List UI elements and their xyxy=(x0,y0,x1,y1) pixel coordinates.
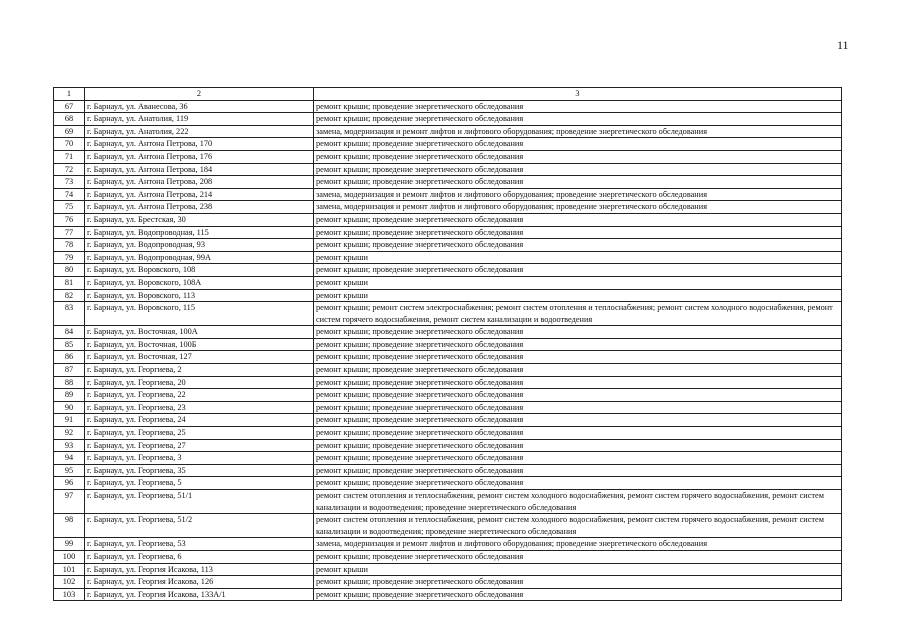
table-row xyxy=(54,576,842,589)
work-type-cell: ремонт крыши; ремонт систем электроснабжения; ремонт систем отопления и теплоснабжения; ремонт систем холодного водоснабжения, ремонт систем горячего водоснабжения, ремонт систем канализации и водоотведения xyxy=(314,302,842,326)
table-row xyxy=(54,201,842,214)
work-type-cell: замена, модернизация и ремонт лифтов и лифтового оборудования; проведение энергетического обследования xyxy=(314,201,842,214)
row-number-cell: 93 xyxy=(54,439,85,452)
row-number-cell: 84 xyxy=(54,326,85,339)
row-number-cell: 69 xyxy=(54,125,85,138)
work-type-cell: ремонт крыши; проведение энергетического обследования xyxy=(314,213,842,226)
table-row xyxy=(54,376,842,389)
row-number-cell: 68 xyxy=(54,113,85,126)
work-type-cell: ремонт крыши xyxy=(314,251,842,264)
address-cell: г. Барнаул, ул. Георгиева, 3 xyxy=(85,452,314,465)
table-row xyxy=(54,477,842,490)
table-row xyxy=(54,389,842,402)
work-type-cell: ремонт крыши; проведение энергетического обследования xyxy=(314,226,842,239)
table-row xyxy=(54,351,842,364)
header-cell-2: 2 xyxy=(85,88,314,101)
row-number-cell: 90 xyxy=(54,401,85,414)
table-row xyxy=(54,550,842,563)
work-type-cell: ремонт крыши; проведение энергетического обследования xyxy=(314,427,842,440)
address-cell: г. Барнаул, ул. Антона Петрова, 214 xyxy=(85,188,314,201)
table-row xyxy=(54,514,842,538)
table-row xyxy=(54,439,842,452)
work-type-cell: ремонт крыши; проведение энергетического обследования xyxy=(314,113,842,126)
address-cell: г. Барнаул, ул. Восточная, 100Б xyxy=(85,338,314,351)
address-cell: г. Барнаул, ул. Георгиева, 23 xyxy=(85,401,314,414)
row-number-cell: 91 xyxy=(54,414,85,427)
table-row xyxy=(54,563,842,576)
address-cell: г. Барнаул, ул. Антона Петрова, 208 xyxy=(85,176,314,189)
address-cell: г. Барнаул, ул. Георгиева, 35 xyxy=(85,464,314,477)
table-row xyxy=(54,213,842,226)
work-type-cell: ремонт крыши; проведение энергетического обследования xyxy=(314,138,842,151)
address-cell: г. Барнаул, ул. Георгиева, 51/2 xyxy=(85,514,314,538)
row-number-cell: 77 xyxy=(54,226,85,239)
address-cell: г. Барнаул, ул. Восточная, 127 xyxy=(85,351,314,364)
table-row xyxy=(54,490,842,514)
header-cell-1: 1 xyxy=(54,88,85,101)
work-type-cell: ремонт крыши; проведение энергетического обследования xyxy=(314,376,842,389)
row-number-cell: 97 xyxy=(54,490,85,514)
table-row xyxy=(54,289,842,302)
row-number-cell: 85 xyxy=(54,338,85,351)
row-number-cell: 79 xyxy=(54,251,85,264)
table-row xyxy=(54,326,842,339)
row-number-cell: 67 xyxy=(54,100,85,113)
work-type-cell: ремонт крыши; проведение энергетического обследования xyxy=(314,464,842,477)
table-header-row xyxy=(54,88,842,101)
work-type-cell: ремонт крыши; проведение энергетического обследования xyxy=(314,100,842,113)
address-cell: г. Барнаул, ул. Брестская, 30 xyxy=(85,213,314,226)
work-type-cell: ремонт крыши; проведение энергетического обследования xyxy=(314,439,842,452)
work-type-cell: ремонт крыши; проведение энергетического обследования xyxy=(314,163,842,176)
row-number-cell: 101 xyxy=(54,563,85,576)
address-cell: г. Барнаул, ул. Георгия Исакова, 113 xyxy=(85,563,314,576)
work-table xyxy=(53,87,842,601)
work-type-cell: ремонт крыши; проведение энергетического обследования xyxy=(314,550,842,563)
work-type-cell: ремонт крыши; проведение энергетического обследования xyxy=(314,401,842,414)
row-number-cell: 94 xyxy=(54,452,85,465)
work-type-cell: ремонт крыши; проведение энергетического обследования xyxy=(314,452,842,465)
address-cell: г. Барнаул, ул. Георгия Исакова, 126 xyxy=(85,576,314,589)
header-cell-3: 3 xyxy=(314,88,842,101)
row-number-cell: 73 xyxy=(54,176,85,189)
address-cell: г. Барнаул, ул. Георгия Исакова, 133А/1 xyxy=(85,588,314,601)
work-type-cell: ремонт крыши; проведение энергетического обследования xyxy=(314,576,842,589)
table-row xyxy=(54,464,842,477)
address-cell: г. Барнаул, ул. Антона Петрова, 184 xyxy=(85,163,314,176)
row-number-cell: 81 xyxy=(54,276,85,289)
table-row xyxy=(54,538,842,551)
address-cell: г. Барнаул, ул. Водопроводная, 99А xyxy=(85,251,314,264)
work-type-cell: ремонт крыши; проведение энергетического обследования xyxy=(314,338,842,351)
work-type-cell: ремонт систем отопления и теплоснабжения, ремонт систем холодного водоснабжения, ремонт систем горячего водоснабжения, ремонт систем канализации и водоотведения; проведение энергетического обследования xyxy=(314,514,842,538)
table-row xyxy=(54,176,842,189)
address-cell: г. Барнаул, ул. Воровского, 108 xyxy=(85,264,314,277)
work-type-cell: ремонт крыши; проведение энергетического обследования xyxy=(314,414,842,427)
address-cell: г. Барнаул, ул. Георгиева, 5 xyxy=(85,477,314,490)
work-type-cell: замена, модернизация и ремонт лифтов и лифтового оборудования; проведение энергетического обследования xyxy=(314,125,842,138)
table-row xyxy=(54,276,842,289)
work-type-cell: ремонт крыши; проведение энергетического обследования xyxy=(314,364,842,377)
work-type-cell: ремонт крыши; проведение энергетического обследования xyxy=(314,150,842,163)
address-cell: г. Барнаул, ул. Георгиева, 27 xyxy=(85,439,314,452)
table-row xyxy=(54,113,842,126)
table-row xyxy=(54,163,842,176)
address-cell: г. Барнаул, ул. Георгиева, 24 xyxy=(85,414,314,427)
address-cell: г. Барнаул, ул. Антона Петрова, 170 xyxy=(85,138,314,151)
work-type-cell: ремонт крыши xyxy=(314,563,842,576)
address-cell: г. Барнаул, ул. Водопроводная, 93 xyxy=(85,239,314,252)
page-number: 11 xyxy=(837,38,849,52)
address-cell: г. Барнаул, ул. Воровского, 115 xyxy=(85,302,314,326)
work-type-cell: ремонт крыши; проведение энергетического обследования xyxy=(314,389,842,402)
work-type-cell: ремонт крыши; проведение энергетического обследования xyxy=(314,239,842,252)
table-row xyxy=(54,364,842,377)
table-row xyxy=(54,414,842,427)
address-cell: г. Барнаул, ул. Анатолия, 119 xyxy=(85,113,314,126)
work-type-cell: ремонт крыши; проведение энергетического обследования xyxy=(314,264,842,277)
row-number-cell: 80 xyxy=(54,264,85,277)
address-cell: г. Барнаул, ул. Георгиева, 25 xyxy=(85,427,314,440)
table-row xyxy=(54,188,842,201)
table-row xyxy=(54,239,842,252)
work-type-cell: замена, модернизация и ремонт лифтов и лифтового оборудования; проведение энергетического обследования xyxy=(314,188,842,201)
address-cell: г. Барнаул, ул. Восточная, 100А xyxy=(85,326,314,339)
address-cell: г. Барнаул, ул. Анатолия, 222 xyxy=(85,125,314,138)
address-cell: г. Барнаул, ул. Георгиева, 2 xyxy=(85,364,314,377)
work-type-cell: ремонт крыши xyxy=(314,276,842,289)
row-number-cell: 99 xyxy=(54,538,85,551)
table-row xyxy=(54,138,842,151)
table-row xyxy=(54,452,842,465)
work-type-cell: ремонт крыши; проведение энергетического обследования xyxy=(314,588,842,601)
row-number-cell: 92 xyxy=(54,427,85,440)
row-number-cell: 96 xyxy=(54,477,85,490)
table-row xyxy=(54,251,842,264)
table-row xyxy=(54,427,842,440)
work-type-cell: ремонт крыши; проведение энергетического обследования xyxy=(314,477,842,490)
row-number-cell: 78 xyxy=(54,239,85,252)
address-cell: г. Барнаул, ул. Георгиева, 53 xyxy=(85,538,314,551)
work-type-cell: ремонт крыши xyxy=(314,289,842,302)
row-number-cell: 82 xyxy=(54,289,85,302)
row-number-cell: 95 xyxy=(54,464,85,477)
address-cell: г. Барнаул, ул. Воровского, 113 xyxy=(85,289,314,302)
table-row xyxy=(54,100,842,113)
table-row xyxy=(54,401,842,414)
row-number-cell: 75 xyxy=(54,201,85,214)
work-type-cell: ремонт крыши; проведение энергетического обследования xyxy=(314,326,842,339)
row-number-cell: 71 xyxy=(54,150,85,163)
row-number-cell: 102 xyxy=(54,576,85,589)
work-type-cell: ремонт крыши; проведение энергетического обследования xyxy=(314,176,842,189)
table-row xyxy=(54,125,842,138)
row-number-cell: 87 xyxy=(54,364,85,377)
row-number-cell: 86 xyxy=(54,351,85,364)
address-cell: г. Барнаул, ул. Георгиева, 22 xyxy=(85,389,314,402)
row-number-cell: 83 xyxy=(54,302,85,326)
table-row xyxy=(54,338,842,351)
work-type-cell: замена, модернизация и ремонт лифтов и лифтового оборудования; проведение энергетического обследования xyxy=(314,538,842,551)
table-row xyxy=(54,588,842,601)
table-row xyxy=(54,150,842,163)
row-number-cell: 76 xyxy=(54,213,85,226)
row-number-cell: 100 xyxy=(54,550,85,563)
work-type-cell: ремонт систем отопления и теплоснабжения, ремонт систем холодного водоснабжения, ремонт систем горячего водоснабжения, ремонт систем канализации и водоотведения; проведение энергетического обследования xyxy=(314,490,842,514)
row-number-cell: 72 xyxy=(54,163,85,176)
address-cell: г. Барнаул, ул. Водопроводная, 115 xyxy=(85,226,314,239)
address-cell: г. Барнаул, ул. Аванесова, 36 xyxy=(85,100,314,113)
row-number-cell: 103 xyxy=(54,588,85,601)
row-number-cell: 74 xyxy=(54,188,85,201)
row-number-cell: 98 xyxy=(54,514,85,538)
address-cell: г. Барнаул, ул. Георгиева, 20 xyxy=(85,376,314,389)
address-cell: г. Барнаул, ул. Георгиева, 51/1 xyxy=(85,490,314,514)
address-cell: г. Барнаул, ул. Антона Петрова, 238 xyxy=(85,201,314,214)
address-cell: г. Барнаул, ул. Воровского, 108А xyxy=(85,276,314,289)
row-number-cell: 70 xyxy=(54,138,85,151)
row-number-cell: 89 xyxy=(54,389,85,402)
table-row xyxy=(54,302,842,326)
table-row xyxy=(54,264,842,277)
table-row xyxy=(54,226,842,239)
row-number-cell: 88 xyxy=(54,376,85,389)
address-cell: г. Барнаул, ул. Антона Петрова, 176 xyxy=(85,150,314,163)
work-type-cell: ремонт крыши; проведение энергетического обследования xyxy=(314,351,842,364)
address-cell: г. Барнаул, ул. Георгиева, 6 xyxy=(85,550,314,563)
